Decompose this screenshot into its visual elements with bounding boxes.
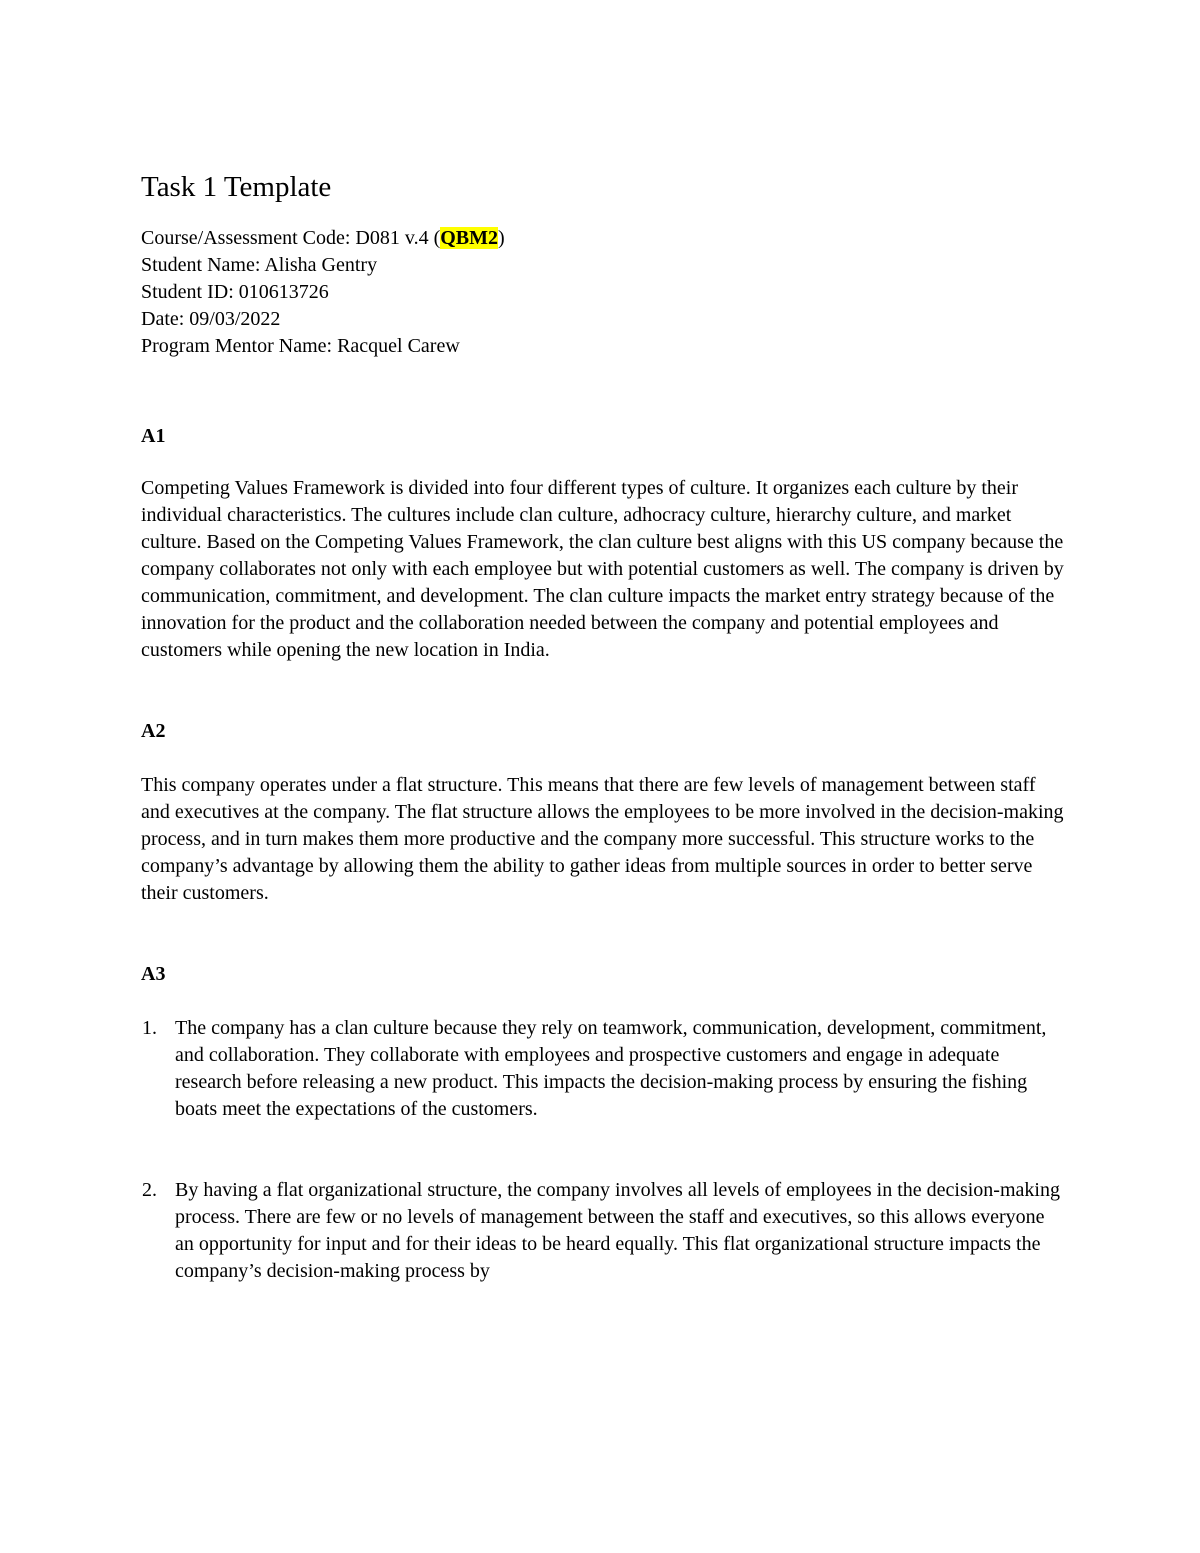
section-a2-text: This company operates under a flat structure. This means that there are few levels of management between staff and executives at the company. The flat structure allows the employees to be more involved in the decision-making process, and in turn makes them more productive and the company more successful. This structure works to the company’s advantage by allowing them the ability to gather ideas from multiple sources in order to better serve their customers.	[141, 774, 1064, 904]
course-code-suffix: )	[498, 227, 505, 249]
course-code-highlight-text: QBM2	[440, 227, 499, 249]
list-item	[141, 1015, 1066, 1123]
date: Date: 09/03/2022	[141, 308, 281, 330]
section-a3-list	[141, 1015, 1066, 1285]
course-code-prefix: Course/Assessment Code: D081 v.4 (	[141, 227, 441, 249]
list-item-text: The company has a clan culture because they rely on teamwork, communication, development, commitment, and collaboration. They collaborate with employees and prospective customers and engage in adequate research before releasing a new product. This impacts the decision-making process by ensuring the fishing boats meet the expectations of the customers.	[175, 1017, 1047, 1120]
list-item-text: By having a flat organizational structure, the company involves all levels of employees in the decision-making process. There are few or no levels of management between the staff and executives, so this allows everyone an opportunity for input and for their ideas to be heard equally. This flat organizational structure impacts the company’s decision-making process by	[175, 1179, 1060, 1282]
student-id: Student ID: 010613726	[141, 281, 329, 303]
document-title: Task 1 Template	[141, 171, 332, 203]
list-item	[141, 1177, 1066, 1285]
list-item-number: 2.	[142, 1179, 157, 1201]
student-name: Student Name: Alisha Gentry	[141, 254, 378, 276]
course-code-highlight	[440, 227, 498, 249]
section-heading-a3: A3	[141, 963, 166, 985]
section-heading-a1: A1	[141, 425, 166, 447]
document-page	[141, 168, 1066, 1285]
section-heading-a2: A2	[141, 720, 166, 742]
course-code	[141, 225, 1066, 252]
list-item-number: 1.	[142, 1017, 157, 1039]
section-a1-text: Competing Values Framework is divided into four different types of culture. It organizes each culture by their individual characteristics. The cultures include clan culture, adhocracy culture, hierarchy culture, and market culture. Based on the Competing Values Framework, the clan culture best aligns with this US company because the company collaborates not only with each employee but with potential customers as well. The company is driven by communication, commitment, and development. The clan culture impacts the market entry strategy because of the innovation for the product and the collaboration needed between the company and potential employees and customers while opening the new location in India.	[141, 477, 1064, 661]
mentor-name: Program Mentor Name: Racquel Carew	[141, 335, 460, 357]
